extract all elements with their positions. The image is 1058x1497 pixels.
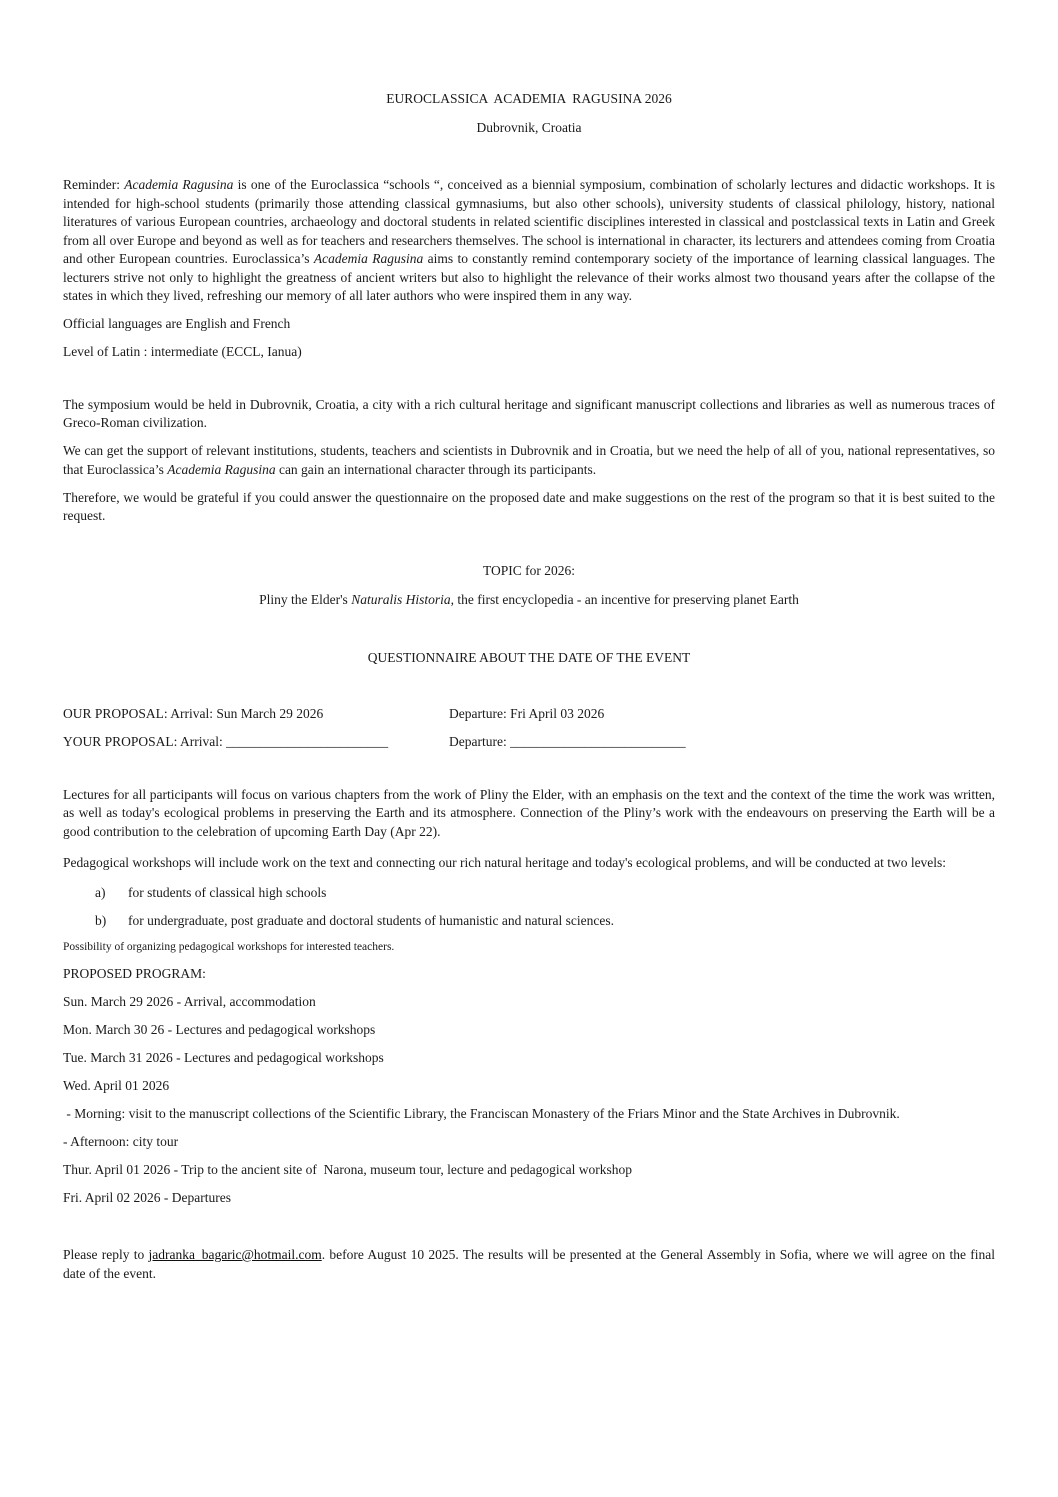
our-proposal-departure: Departure: Fri April 03 2026 [449, 706, 605, 721]
academia-ragusina-italic-3: Academia Ragusina [167, 461, 276, 477]
your-proposal-row [63, 733, 995, 752]
topic-heading: TOPIC for 2026: [482, 562, 575, 578]
program-item-wednesday-morning: - Morning: visit to the manuscript collections of the Scientific Library, the Franciscan Monastery of the Friars Minor and the State Archives in Dubrovnik. [63, 1105, 900, 1121]
latin-level-line: Level of Latin : intermediate (ECCL, Ianua) [63, 344, 302, 359]
topic-line-post: , the first encyclopedia - an incentive for preserving planet Earth [450, 592, 799, 607]
our-proposal-arrival: OUR PROPOSAL: Arrival: Sun March 29 2026 [63, 706, 324, 721]
request-paragraph: Therefore, we would be grateful if you could answer the questionnaire on the proposed date and make suggestions on the rest of the program so that it is best suited to the request. [63, 489, 995, 523]
reminder-lead: Reminder: [63, 177, 125, 192]
program-heading: PROPOSED PROGRAM: [63, 965, 206, 981]
reminder-paragraph [63, 176, 995, 306]
reminder-body-2: aims to constantly remind contemporary society of the importance of learning classical languages. The lecturers strive not only to highlight the greatness of ancient writers but also to highlight the relevance of their works almost two thousand years after the collapse of the states in which they lived, refreshing our memory of all later authors who were inspired them in any way. [63, 251, 996, 303]
reply-paragraph [63, 1246, 995, 1283]
academia-ragusina-italic-2: Academia Ragusina [313, 251, 424, 266]
your-proposal-arrival-blank: YOUR PROPOSAL: Arrival: ________________________ [63, 734, 389, 749]
workshops-paragraph: Pedagogical workshops will include work on the text and connecting our rich natural heritage and today's ecological problems, and will be conducted at two levels: [63, 855, 947, 870]
support-pre: We can get the support of relevant institutions, students, teachers and scientists in Dubrovnik and in Croatia, but we need the help of all of you, national representatives, so that Euroclassica’s [63, 443, 995, 477]
official-languages-line: Official languages are English and French [63, 316, 291, 331]
program-item-wednesday-afternoon: - Afternoon: city tour [63, 1133, 179, 1149]
program-item-sunday: Sun. March 29 2026 - Arrival, accommodation [63, 993, 316, 1009]
reply-pre: Please reply to [63, 1247, 149, 1262]
naturalis-historia-italic: Naturalis Historia [351, 592, 451, 607]
document-title: EUROCLASSICA ACADEMIA RAGUSINA 2026 [386, 91, 672, 106]
topic-line-pre: Pliny the Elder's [259, 592, 352, 607]
lectures-paragraph: Lectures for all participants will focus on various chapters from the work of Pliny the Elder, with an emphasis on the text and the context of the time the work was written, as well as today's ecological problems in preserving the Earth and its atmosphere. Connection of the Pliny’s work with the endeavours on preserving the Earth will be a good contribution to the celebration of upcoming Earth Day (Apr 22). [63, 786, 995, 839]
teachers-note: Possibility of organizing pedagogical workshops for interested teachers. [63, 940, 395, 953]
questionnaire-heading: QUESTIONNAIRE ABOUT THE DATE OF THE EVENT [367, 649, 691, 665]
email-link[interactable]: jadranka_bagaric@hotmail.com [148, 1247, 322, 1262]
workshop-level-a [63, 884, 995, 903]
reminder-body-1: is one of the Euroclassica “schools “, conceived as a biennial symposium, combination of scholarly lectures and didactic workshops. It is intended for high-school students (primarily those attending classical gymnasiums, but also other schools), university students of classical philology, history, national literatures of various European countries, archaeology and doctoral students in related scientific disciplines interested in classical and postclassical texts in Latin and Greek from all over Europe and beyond as well as for teachers and researchers themselves. The school is international in character, its lecturers and attendees coming from Croatia and other European countries. Euroclassica’s [63, 177, 995, 266]
workshop-level-a-text: for students of classical high schools [128, 884, 327, 900]
support-post: can gain an international character through its participants. [275, 461, 597, 477]
program-item-monday: Mon. March 30 26 - Lectures and pedagogical workshops [63, 1021, 376, 1037]
academia-ragusina-italic: Academia Ragusina [124, 177, 234, 192]
workshop-level-b-text: for undergraduate, post graduate and doctoral students of humanistic and natural sciences. [128, 912, 614, 928]
workshop-level-b [63, 912, 995, 931]
program-item-tuesday: Tue. March 31 2026 - Lectures and pedagogical workshops [63, 1049, 384, 1065]
our-proposal-row [63, 705, 995, 724]
support-paragraph [63, 442, 995, 479]
topic-line [63, 591, 995, 610]
program-item-thursday: Thur. April 01 2026 - Trip to the ancient site of Narona, museum tour, lecture and pedagogical workshop [63, 1161, 632, 1177]
program-item-wednesday: Wed. April 01 2026 [63, 1077, 170, 1093]
symposium-paragraph: The symposium would be held in Dubrovnik, Croatia, a city with a rich cultural heritage and significant manuscript collections and libraries as well as numerous traces of Greco-Roman civilization. [63, 396, 995, 430]
document-subtitle: Dubrovnik, Croatia [476, 119, 582, 135]
your-proposal-departure-blank: Departure: __________________________ [449, 734, 686, 749]
list-marker-b: b) [95, 912, 107, 928]
reply-post: . before August 10 2025. The results will be presented at the General Assembly in Sofia, where we will agree on the final date of the event. [63, 1247, 996, 1281]
program-item-friday: Fri. April 02 2026 - Departures [63, 1189, 231, 1205]
list-marker-a: a) [95, 884, 106, 900]
